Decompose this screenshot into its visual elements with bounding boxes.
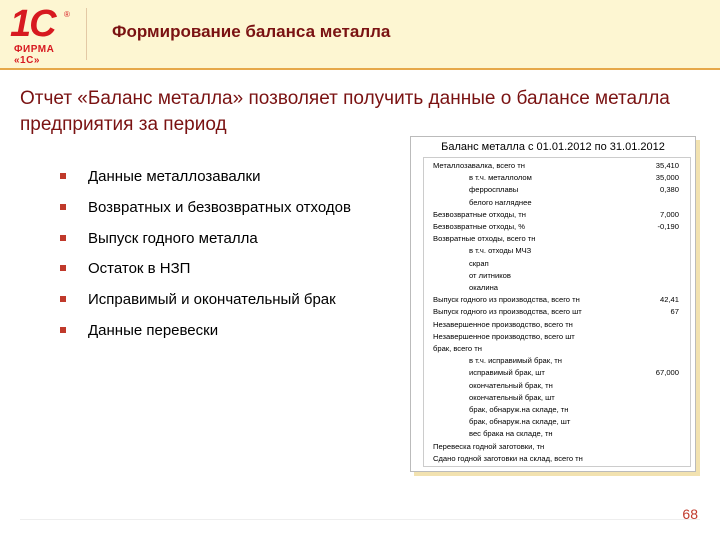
report-row (411, 368, 695, 378)
report-row (411, 393, 695, 403)
report-row-label: брак, обнаруж.на складе, шт (469, 417, 571, 427)
report-row-label: Безвозвратные отходы, тн (433, 209, 526, 219)
report-row-label: Незавершенное производство, всего тн (433, 319, 573, 329)
bullet-list (60, 166, 420, 351)
report-row (411, 454, 695, 464)
bullet-item (60, 258, 420, 289)
report-row (411, 405, 695, 415)
registered-mark: ® (64, 10, 70, 19)
report-row (411, 198, 695, 208)
report-panel (410, 136, 696, 472)
report-row (411, 283, 695, 293)
report-row-label: Незавершенное производство, всего шт (433, 331, 575, 341)
report-row-label: в т.ч. отходы МЧЗ (469, 246, 532, 256)
bullet-text: Выпуск годного металла (88, 229, 258, 247)
bullet-item (60, 228, 420, 259)
logo-company-name: ФИРМА «1С» (14, 44, 55, 66)
report-row (411, 381, 695, 391)
logo-mark: 1С (10, 3, 55, 45)
report-row-value: 0,380 (659, 185, 679, 195)
report-row-label: вес брака на складе, тн (469, 429, 553, 439)
report-row (411, 185, 695, 195)
slide-title: Формирование баланса металла (112, 22, 391, 41)
square-bullet-icon (60, 265, 66, 271)
lead-text: Отчет «Баланс металла» позволяет получить данные о балансе металла предприятия за период (20, 88, 670, 135)
report-row-value: 35,410 (655, 161, 679, 170)
report-title: Баланс металла с 01.01.2012 по 31.01.2012 (441, 141, 665, 153)
report-row (411, 173, 695, 183)
report-row (411, 234, 695, 244)
report-row-label: брак, всего тн (433, 344, 482, 353)
bullet-text: Данные металлозавалки (88, 168, 261, 185)
report-row (411, 161, 695, 171)
square-bullet-icon (60, 235, 66, 241)
report-row-label: Выпуск годного из производства, всего шт (433, 307, 582, 317)
report-row-label: брак, обнаруж.на складе, тн (469, 405, 569, 414)
square-bullet-icon (60, 296, 66, 302)
report-row-label: окалина (469, 283, 499, 292)
square-bullet-icon (60, 204, 66, 210)
header-divider (86, 8, 87, 60)
report-row-label: исправимый брак, шт (469, 368, 545, 378)
report-row-label: скрап (469, 258, 489, 268)
header-band (0, 0, 720, 68)
report-row-label: в т.ч. металлолом (469, 173, 532, 183)
bullet-item (60, 166, 420, 197)
report-row-label: Сдано годной заготовки на склад, всего тн (433, 453, 583, 463)
report-row-label: ферросплавы (469, 185, 519, 195)
footer-line (20, 519, 700, 520)
bullet-text: Данные перевески (88, 321, 219, 339)
report-row-label: Перевеска годной заготовки, тн (433, 441, 545, 451)
company-logo (6, 4, 78, 64)
report-row-label: в т.ч. исправимый брак, тн (469, 356, 562, 366)
report-row (411, 417, 695, 427)
report-row (411, 271, 695, 281)
report-row-label: Металлозавалка, всего тн (433, 161, 525, 170)
report-row (411, 320, 695, 330)
bullet-item (60, 320, 420, 351)
report-row (411, 295, 695, 305)
bullet-item (60, 197, 420, 228)
header-rule (0, 68, 720, 70)
square-bullet-icon (60, 327, 66, 333)
report-row-label: окончательный брак, шт (469, 392, 555, 402)
report-row (411, 222, 695, 232)
report-row (411, 307, 695, 317)
report-row (411, 332, 695, 342)
square-bullet-icon (60, 173, 66, 179)
report-row-label: Возвратные отходы, всего тн (433, 234, 536, 244)
report-row (411, 210, 695, 220)
report-row-value: -0,190 (657, 222, 679, 231)
report-row (411, 344, 695, 354)
bullet-item (60, 289, 420, 320)
report-row-label: белого нагляднее (469, 197, 532, 207)
bullet-text: Исправимый и окончательный брак (88, 291, 336, 309)
report-row (411, 356, 695, 366)
page-number: 68 (682, 506, 698, 522)
report-row-label: окончательный брак, тн (469, 380, 553, 390)
bullet-text: Остаток в НЗП (88, 260, 191, 278)
report-row (411, 259, 695, 269)
report-row (411, 429, 695, 439)
bullet-text: Возвратных и безвозвратных отходов (88, 198, 351, 216)
report-row-value: 67 (670, 307, 679, 317)
report-row-value: 35,000 (655, 173, 679, 183)
report-row-value: 67,000 (655, 368, 679, 378)
report-row (411, 442, 695, 452)
report-row-label: Безвозвратные отходы, % (433, 222, 526, 231)
report-row-value: 42,41 (659, 295, 679, 305)
report-row-label: от литников (469, 270, 511, 280)
report-row-value: 7,000 (659, 209, 679, 219)
report-row-label: Выпуск годного из производства, всего тн (433, 295, 580, 305)
report-row (411, 246, 695, 256)
